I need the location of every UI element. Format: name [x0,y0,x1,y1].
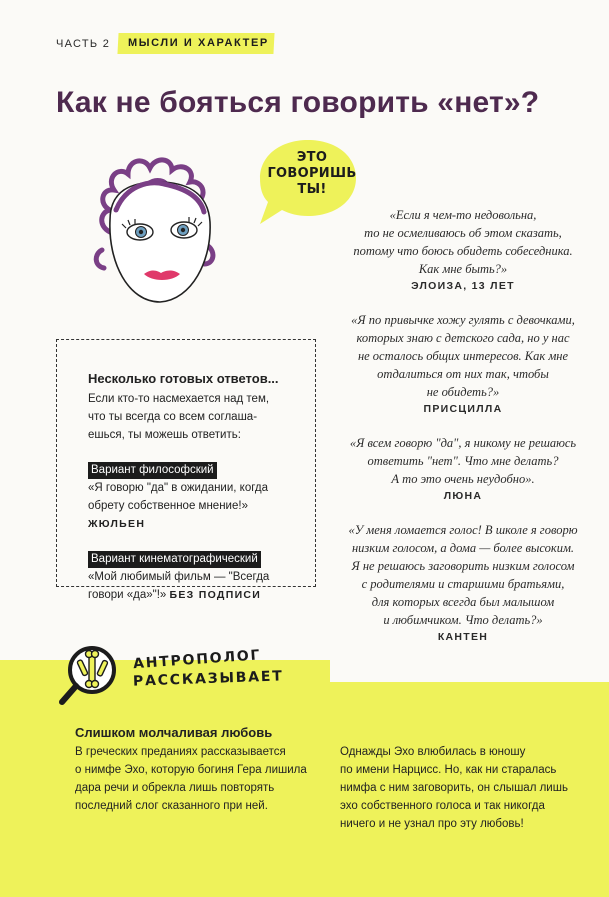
variant-tag: Вариант кинематографический [88,551,261,568]
anthropologist-label: АНТРОПОЛОГ РАССКАЗЫВАЕТ [132,647,284,690]
part-label: ЧАСТЬ 2 [56,38,111,50]
quote-text: «У меня ломается голос! В школе я говорю низким голосом, а дома — более высоким. Я не решаюсь заговорить низким голосом с родителями и старшими братьями, для которых всегда был малышом и любимчиком. Что делать?» [348,523,578,627]
variant-text: говори «да»"!» [88,589,167,601]
anthropologist-right-column: Однажды Эхо влюбилась в юношу по имени Нарцисс. Но, как ни старалась нимфа с ним заговорить, он слышал лишь эхо собственного голоса и так никогда ничего и не узнал про эту любовь! [340,746,568,830]
quote-block [338,521,588,645]
quote-author: КАНТЕН [437,631,489,643]
girl-face-illustration [88,150,238,315]
variant-signature: БЕЗ ПОДПИСИ [169,589,262,601]
anthropologist-left-column: Слишком молчаливая любовь В греческих преданиях рассказывается о нимфе Эхо, которую богиня Гера лишила дара речи и обрекла лишь повторять последний слог сказанного при ней. [75,724,325,815]
quote-text: «Если я чем-то недовольна, то не осмеливаюсь об этом сказать, потому что боюсь обидеть собеседника. Как мне быть?» [353,208,573,276]
variant-text: обрету собственное мнение!» [88,500,248,512]
quote-block [338,206,588,294]
variant-tag: Вариант философский [88,462,217,479]
quote-text: «Я всем говорю "да", я никому не решаюсь ответить "нет". Что мне делать? А то это очень неудобно». [349,436,577,486]
variant-cinematic [88,547,298,604]
answers-box-intro: Если кто-то насмехается над тем, что ты всегда со всем соглаша- ешься, ты можешь ответить: [88,393,270,441]
quote-block [338,434,588,504]
reader-questions [338,206,588,662]
variant-philosophical [88,458,298,533]
variant-text: «Я говорю "да" в ожидании, когда [88,482,269,494]
variant-signature: ЖЮЛЬЕН [88,518,146,530]
quote-text: «Я по привычке хожу гулять с девочками, которых знаю с детского сада, но у нас не осталось общих интересов. Как мне отдалиться от них так, чтобы не обидеть?» [351,313,575,399]
magnifier-bone-icon [56,640,126,710]
quote-author: ЛЮНА [443,490,483,502]
answers-box-title: Несколько готовых ответов... [88,371,279,386]
section-label: МЫСЛИ И ХАРАКТЕР [128,37,269,49]
anthropologist-title: Слишком молчаливая любовь [75,725,273,740]
page-title: Как не бояться говорить «нет»? [56,86,540,119]
speech-bubble-text: ЭТО ГОВОРИШЬ ТЫ! [267,150,357,197]
quote-author: ЭЛОИЗА, 13 ЛЕТ [411,280,515,292]
variant-text: «Мой любимый фильм — "Всегда [88,571,270,583]
answers-box [88,370,298,618]
quote-author: ПРИСЦИЛЛА [423,403,503,415]
quote-block [338,311,588,417]
